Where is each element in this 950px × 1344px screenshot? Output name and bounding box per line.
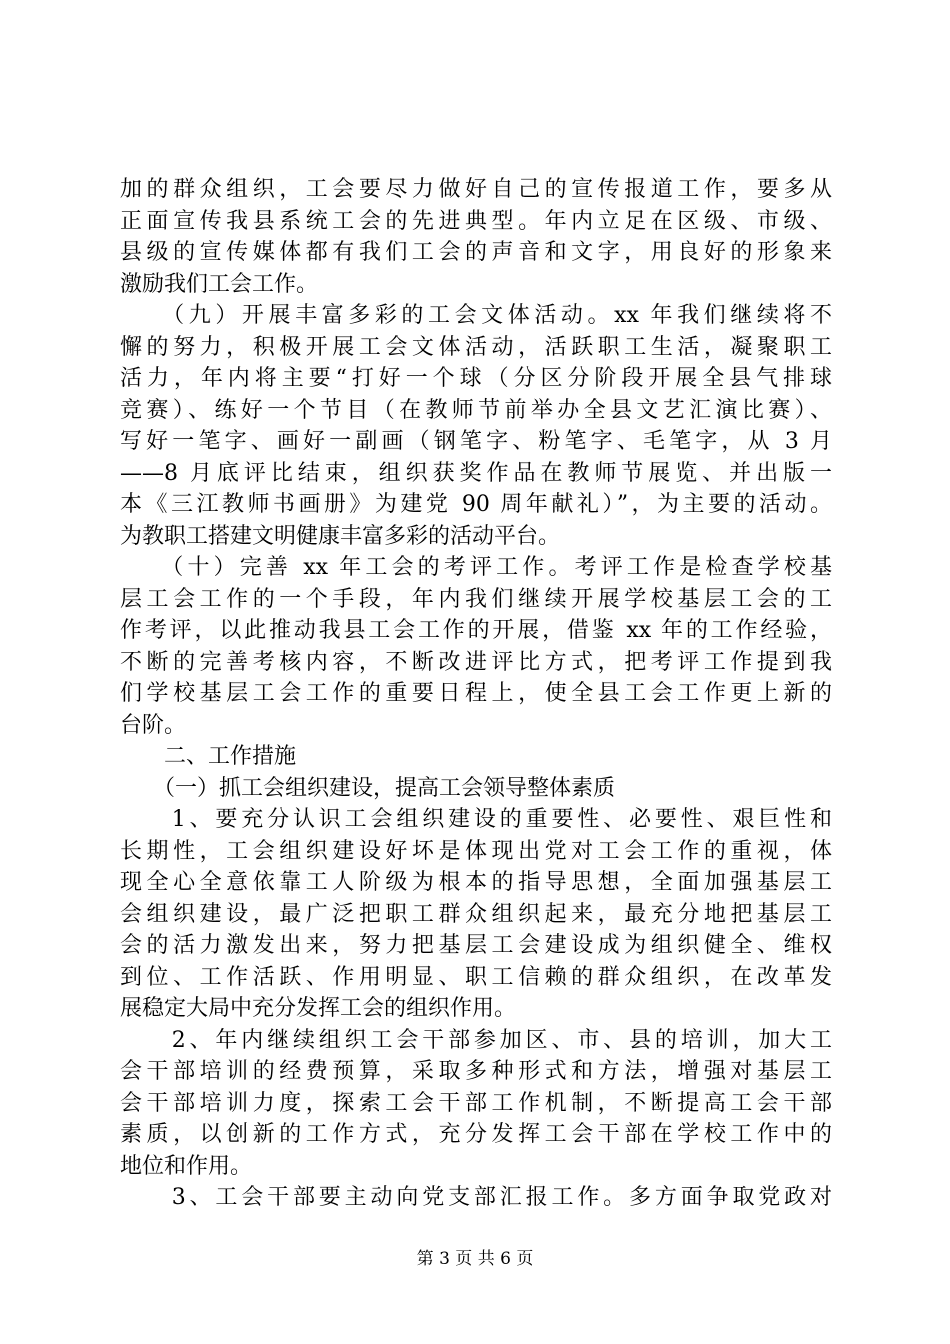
text-line: 本《三江教师书画册》为建党 90 周年献礼）”，为主要的活动。 <box>120 492 832 517</box>
text-line: 层工会工作的一个手段，年内我们继续开展学校基层工会的工 <box>120 586 832 612</box>
text-line: 台阶。 <box>120 712 187 738</box>
text-line: 作考评，以此推动我县工会工作的开展，借鉴 xx 年的工作经验， <box>120 618 832 643</box>
text-line: 长期性，工会组织建设好坏是体现出党对工会工作的重视，体 <box>120 838 832 864</box>
text-line: 3、工会干部要主动向党支部汇报工作。多方面争取党政对 <box>120 1185 832 1210</box>
text-line: 激励我们工会工作。 <box>120 271 319 297</box>
page-footer: 第 3 页 共 6 页 <box>416 1249 534 1269</box>
text-line: 展稳定大局中充分发挥工会的组织作用。 <box>120 996 517 1021</box>
text-line: 写好一笔字、画好一副画（钢笔字、粉笔字、毛笔字，从 3 月 <box>120 429 832 454</box>
text-line: 加的群众组织，工会要尽力做好自己的宣传报道工作，要多从 <box>120 177 832 202</box>
text-line: 正面宣传我县系统工会的先进典型。年内立足在区级、市级、 <box>120 208 832 234</box>
text-line: 素质，以创新的工作方式，充分发挥工会干部在学校工作中的 <box>120 1122 832 1147</box>
text-line: 不断的完善考核内容，不断改进评比方式，把考评工作提到我 <box>120 649 832 675</box>
text-line: （九）开展丰富多彩的工会文体活动。xx 年我们继续将不 <box>120 303 832 328</box>
text-line: 会组织建设，最广泛把职工群众组织起来，最充分地把基层工 <box>120 901 832 927</box>
text-line: 会干部培训的经费预算，采取多种形式和方法，增强对基层工 <box>120 1059 832 1084</box>
text-line: （一）抓工会组织建设，提高工会领导整体素质 <box>120 775 616 801</box>
text-line: 二、工作措施 <box>120 744 297 769</box>
text-line: 会干部培训力度，探索工会干部工作机制，不断提高工会干部 <box>120 1090 832 1116</box>
text-line: 竞赛）、练好一个节目（在教师节前举办全县文艺汇演比赛）、 <box>120 397 832 423</box>
text-line: 现全心全意依靠工人阶级为根本的指导思想，全面加强基层工 <box>120 870 832 895</box>
text-line: （十）完善 xx 年工会的考评工作。考评工作是检查学校基 <box>120 555 832 580</box>
text-line: ——8 月底评比结束，组织获奖作品在教师节展览、并出版一 <box>120 460 832 486</box>
text-line: 到位、工作活跃、作用明显、职工信赖的群众组织，在改革发 <box>120 964 832 990</box>
document-body <box>120 174 832 1214</box>
text-line: 们学校基层工会工作的重要日程上，使全县工会工作更上新的 <box>120 681 832 706</box>
text-line: 为教职工搭建文明健康丰富多彩的活动平台。 <box>120 523 561 549</box>
text-line: 会的活力激发出来，努力把基层工会建设成为组织健全、维权 <box>120 933 832 958</box>
text-line: 2、年内继续组织工会干部参加区、市、县的培训，加大工 <box>120 1027 832 1053</box>
text-line: 活力，年内将主要“打好一个球（分区分阶段开展全县气排球 <box>120 366 832 391</box>
text-line: 1、要充分认识工会组织建设的重要性、必要性、艰巨性和 <box>120 807 832 832</box>
text-line: 地位和作用。 <box>120 1153 253 1179</box>
text-line: 懈的努力，积极开展工会文体活动，活跃职工生活，凝聚职工 <box>120 334 832 360</box>
text-line: 县级的宣传媒体都有我们工会的声音和文字，用良好的形象来 <box>120 240 832 265</box>
